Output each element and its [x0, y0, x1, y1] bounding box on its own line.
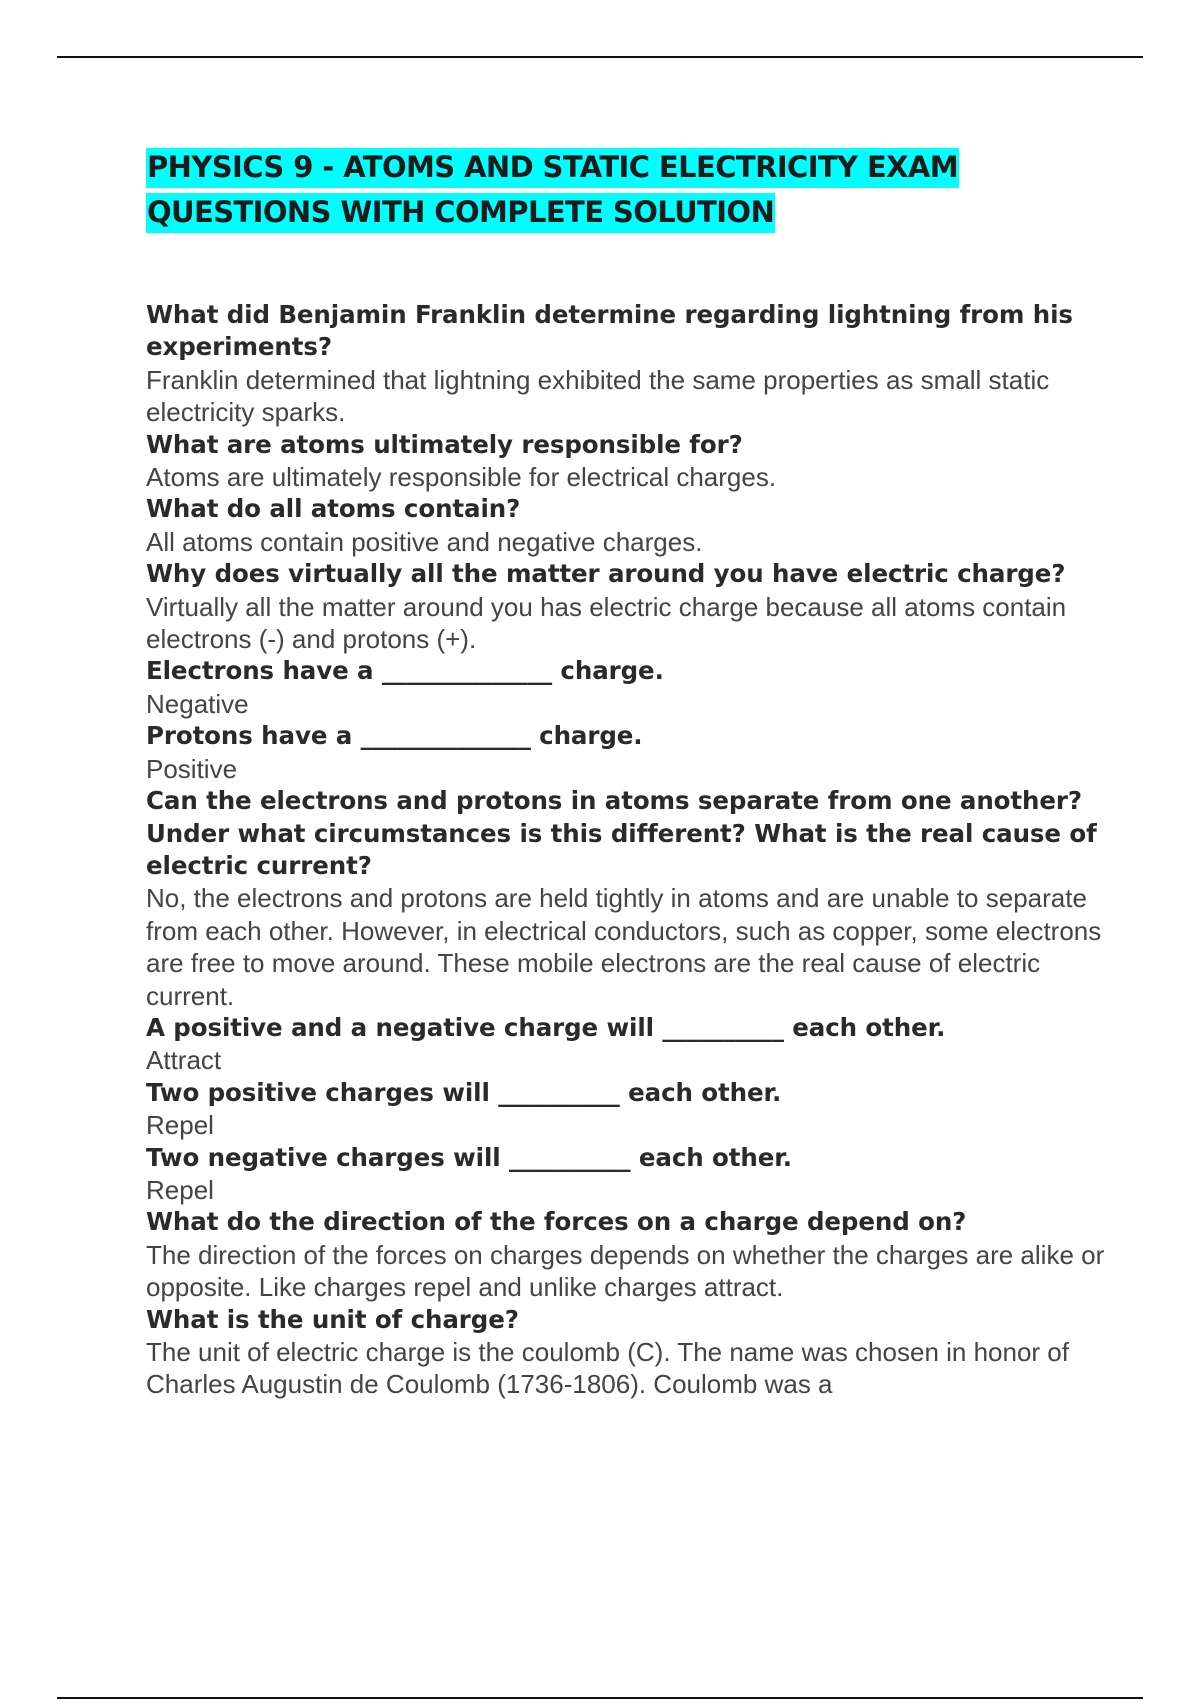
question: Two positive charges will __________ each other.	[146, 1077, 782, 1107]
question: Two negative charges will __________ each other.	[146, 1142, 792, 1172]
answer: Positive	[146, 753, 238, 784]
answer: Franklin determined that lightning exhibited the same properties as small static electricity sparks.	[146, 364, 1050, 428]
answer: Repel	[146, 1174, 214, 1205]
question: What do all atoms contain?	[146, 494, 521, 524]
answer: Negative	[146, 688, 249, 719]
answer: Repel	[146, 1110, 214, 1141]
question: Why does virtually all the matter around you have electric charge?	[146, 559, 1066, 589]
answer: Attract	[146, 1045, 222, 1076]
document-title	[146, 145, 1086, 235]
answer: No, the electrons and protons are held tightly in atoms and are unable to separate from each other. However, in electrical conductors, such as copper, some electrons are free to move around. These mobile electrons are the real cause of electric current.	[146, 883, 1102, 1011]
question: What do the direction of the forces on a charge depend on?	[146, 1207, 967, 1237]
qa-list	[146, 299, 1106, 1401]
question: What are atoms ultimately responsible for?	[146, 429, 743, 459]
page-top-rule	[57, 56, 1143, 58]
answer: The unit of electric charge is the coulomb (C). The name was chosen in honor of Charles Augustin de Coulomb (1736-1806). Coulomb was a	[146, 1337, 1069, 1400]
question: A positive and a negative charge will __________ each other.	[146, 1012, 946, 1042]
question: What is the unit of charge?	[146, 1304, 519, 1334]
question: Can the electrons and protons in atoms separate from one another? Under what circumstances is this different? What is the real cause of electric current?	[146, 786, 1097, 880]
answer: All atoms contain positive and negative charges.	[146, 526, 703, 557]
title-line-1: PHYSICS 9 - ATOMS AND STATIC ELECTRICITY EXAM	[146, 148, 959, 188]
question: Protons have a ______________ charge.	[146, 721, 643, 751]
title-line-2: QUESTIONS WITH COMPLETE SOLUTION	[146, 193, 775, 233]
question: What did Benjamin Franklin determine regarding lightning from his experiments?	[146, 300, 1073, 362]
answer: Virtually all the matter around you has electric charge because all atoms contain electrons (-) and protons (+).	[146, 591, 1067, 655]
answer: Atoms are ultimately responsible for electrical charges.	[146, 462, 777, 493]
answer: The direction of the forces on charges depends on whether the charges are alike or opposite. Like charges repel and unlike charges attract.	[146, 1239, 1105, 1303]
question: Electrons have a ______________ charge.	[146, 656, 664, 686]
page-bottom-rule	[57, 1697, 1143, 1699]
